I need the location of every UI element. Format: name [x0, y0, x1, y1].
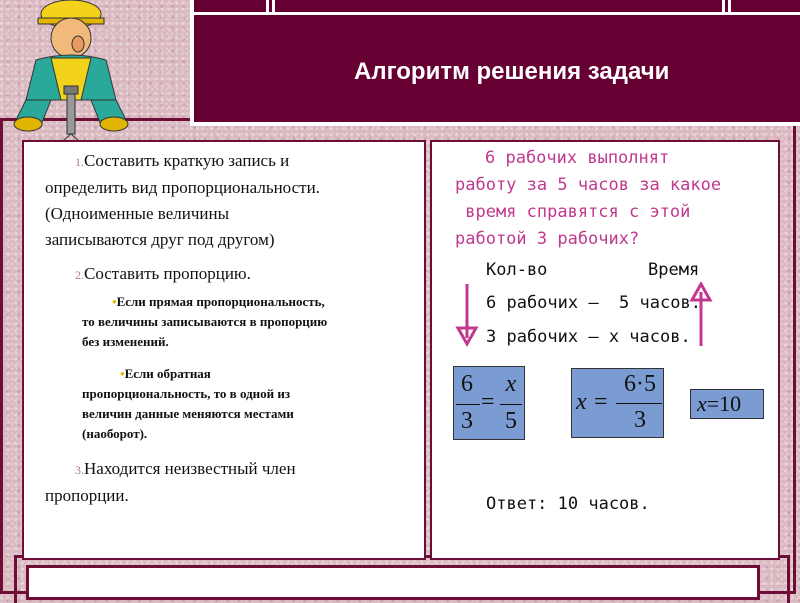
title-rule-v1: [266, 0, 269, 15]
sub-1-line-c: без изменений.: [82, 334, 169, 349]
solution-fraction-line: [616, 403, 662, 404]
fraction-2-numerator: x: [505, 371, 517, 397]
title-rule-top: [194, 12, 800, 15]
sub-1-line-b: то величины записываются в пропорцию: [82, 314, 328, 329]
arrow-down-icon: [455, 282, 479, 348]
fraction-1-numerator: 6: [461, 371, 473, 397]
table-row-2: 3 рабочих – х часов.: [486, 327, 691, 347]
fraction-2-line: [500, 404, 522, 405]
problem-text: [455, 145, 775, 253]
step-1-number: 1.: [75, 155, 84, 169]
solution-denominator: 3: [634, 407, 646, 433]
solution-x: x: [576, 389, 587, 415]
step-2: [75, 261, 251, 288]
solution-numerator: 6·5: [624, 371, 656, 397]
step-1: [45, 148, 420, 253]
title-rule-v2: [272, 0, 275, 15]
step-2-text: Составить пропорцию.: [84, 264, 251, 283]
step-1-line-b: определить вид пропорциональности.: [45, 178, 320, 197]
title-rule-v3: [722, 0, 725, 15]
page-title: Алгоритм решения задачи: [354, 58, 670, 85]
step-1-line-a: Составить краткую запись и: [84, 151, 290, 170]
answer-text: Ответ: 10 часов.: [486, 494, 650, 514]
result-value: =10: [706, 391, 742, 416]
footer-bar: [26, 565, 760, 600]
result-box: [690, 389, 764, 419]
step-2-number: 2.: [75, 268, 84, 282]
table-header-count: Кол-во: [486, 260, 548, 280]
step-2-sub-1: [82, 292, 422, 352]
fraction-1-denominator: 3: [461, 408, 473, 434]
problem-line-2: работу за 5 часов за какое: [455, 175, 722, 195]
step-1-line-c: (Одноименные величины: [45, 204, 229, 223]
bullet-icon: •: [112, 294, 117, 309]
fraction-2-denominator: 5: [505, 408, 517, 434]
solution-box: [571, 368, 664, 438]
arrow-up-icon: [689, 282, 713, 348]
table-header-time: Время: [648, 260, 700, 280]
step-3-line-b: пропорции.: [45, 486, 129, 505]
sub-2-line-d: (наоборот).: [82, 426, 148, 441]
equals-sign: =: [481, 389, 495, 415]
step-3-line-a: Находится неизвестный член: [84, 459, 296, 478]
sub-2-line-a: Если обратная: [124, 366, 211, 381]
worker-with-jackhammer-icon: [6, 0, 136, 140]
step-1-line-d: записываются друг под другом): [45, 230, 275, 249]
bullet-icon: •: [120, 366, 125, 381]
sub-1-line-a: Если прямая пропорциональность,: [116, 294, 325, 309]
problem-line-3: время справятся с этой: [455, 202, 691, 222]
solution-equals: =: [594, 389, 608, 415]
table-row-1: 6 рабочих – 5 часов.: [486, 293, 701, 313]
result-x: x: [697, 391, 707, 416]
sub-2-line-c: величин данные меняются местами: [82, 406, 294, 421]
problem-line-1: 6 рабочих выполнят: [485, 148, 670, 168]
step-2-sub-2: [82, 364, 422, 444]
fraction-1-line: [456, 404, 480, 405]
title-rule-v4: [728, 0, 731, 15]
step-3: [45, 456, 420, 509]
title-banner: [190, 0, 800, 126]
problem-line-4: работой 3 рабочих?: [455, 229, 640, 249]
proportion-box: [453, 366, 525, 440]
sub-2-line-b: пропорциональность, то в одной из: [82, 386, 291, 401]
step-3-number: 3.: [75, 463, 84, 477]
